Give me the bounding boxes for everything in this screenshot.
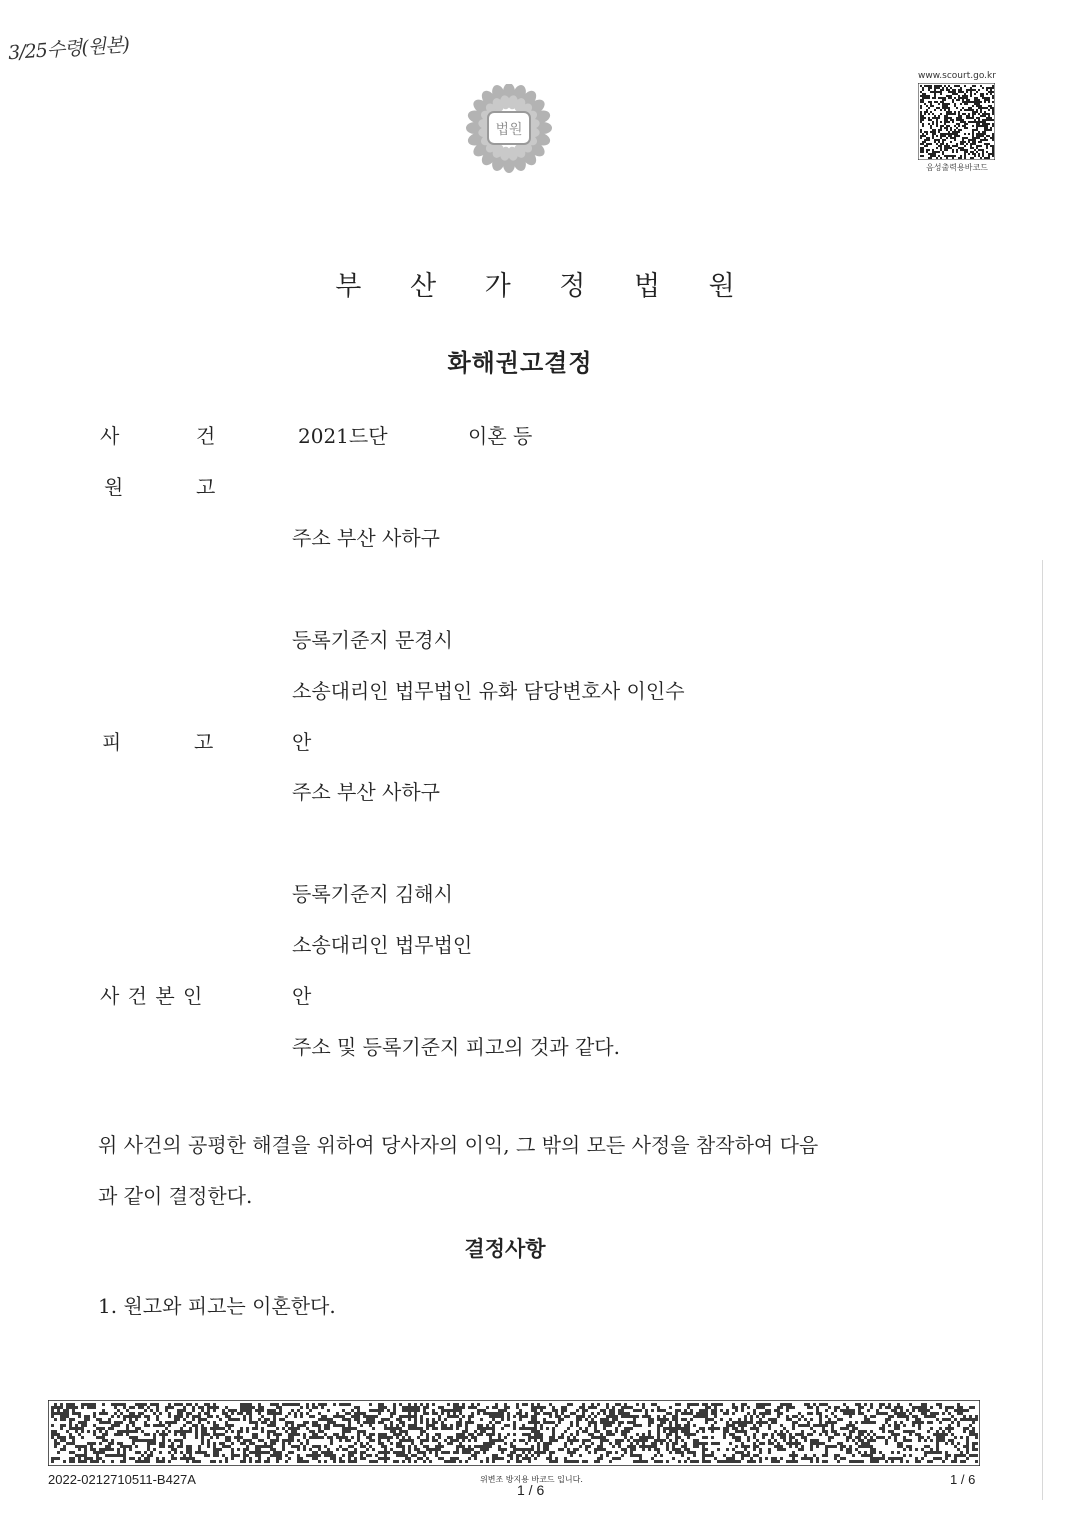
- page-indicator: 1 / 6: [950, 1472, 976, 1487]
- defendant-address: 주소 부산 사하구: [292, 780, 440, 804]
- defendant-registered-domicile: 등록기준지 김해시: [292, 882, 453, 906]
- document-id: 2022-0212710511-B427A: [48, 1472, 196, 1487]
- security-barcode-icon: [48, 1400, 980, 1466]
- defendant-label-2: 고: [194, 730, 214, 754]
- court-name: 부 산 가 정 법 원: [335, 271, 755, 302]
- court-seal-icon: [466, 84, 552, 174]
- plaintiff-attorney: 소송대리인 법무법인 유화 담당변호사 이인수: [292, 679, 685, 703]
- plaintiff-registered-domicile: 등록기준지 문경시: [292, 628, 453, 652]
- principal-name: 안: [292, 984, 312, 1008]
- principal-label: 사 건 본 인: [100, 984, 204, 1008]
- case-label-2: 건: [196, 424, 216, 448]
- decision-item: 1. 원고와 피고는 이혼한다.: [98, 1294, 336, 1318]
- case-number: 2021드단: [298, 424, 388, 448]
- defendant-attorney: 소송대리인 법무법인: [292, 933, 473, 957]
- plaintiff-address: 주소 부산 사하구: [292, 526, 440, 550]
- qr-code-icon: [918, 83, 995, 160]
- scan-edge-line: [1042, 560, 1043, 1500]
- plaintiff-label-2: 고: [196, 475, 216, 499]
- defendant-name: 안: [292, 730, 312, 754]
- qr-url: www.scourt.go.kr: [918, 71, 996, 81]
- case-label-1: 사: [100, 424, 120, 448]
- body-line-1: 위 사건의 공평한 해결을 위하여 당사자의 이익, 그 밖의 모든 사정을 참작하여 다음: [98, 1133, 819, 1157]
- plaintiff-label-1: 원: [104, 475, 124, 499]
- body-line-2: 과 같이 결정한다.: [98, 1184, 253, 1208]
- decision-title: 결정사항: [464, 1237, 546, 1261]
- document-title: 화해권고결정: [447, 349, 593, 377]
- defendant-label-1: 피: [102, 730, 122, 754]
- seal-text: 법원: [495, 122, 523, 138]
- case-name: 이혼 등: [468, 424, 533, 448]
- body-paragraph: [98, 1120, 938, 1222]
- handwritten-receipt-note: 3/25수령(원본): [7, 33, 130, 65]
- barcode-note: 위변조 방지용 바코드 입니다.: [480, 1475, 583, 1484]
- qr-caption: 음성출력용바코드: [926, 163, 988, 172]
- page-indicator-center: 1 / 6: [517, 1482, 545, 1498]
- principal-address: 주소 및 등록기준지 피고의 것과 같다.: [292, 1035, 620, 1059]
